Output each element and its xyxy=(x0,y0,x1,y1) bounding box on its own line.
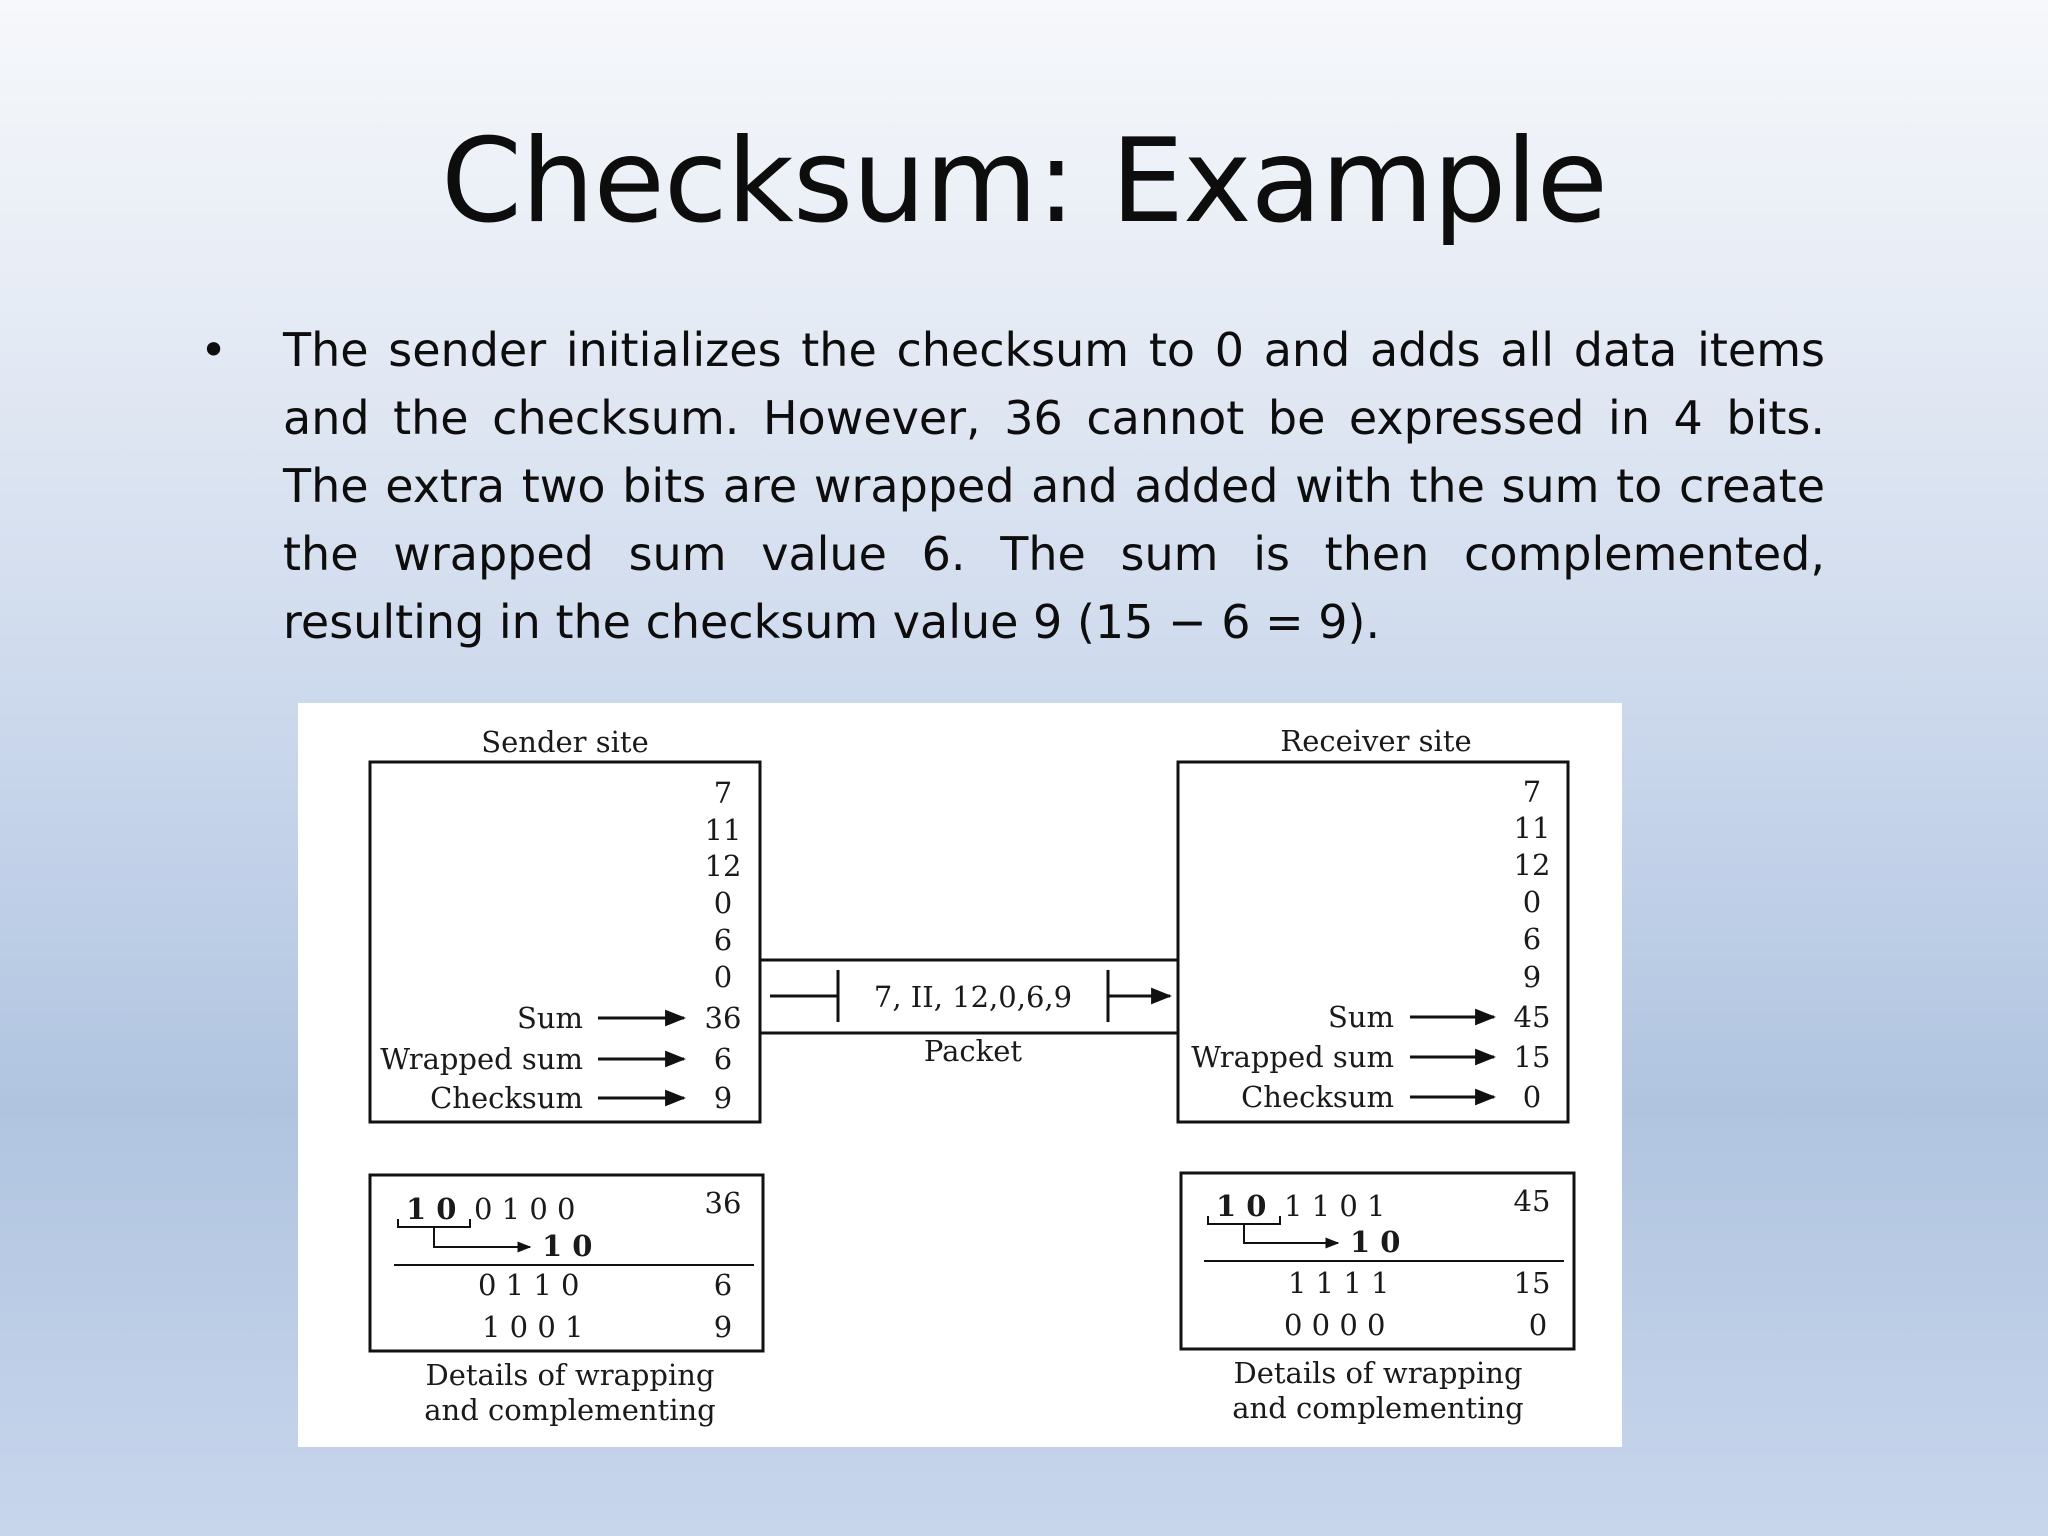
receiver-details-overflow-bits: 1 0 xyxy=(1216,1189,1267,1223)
sender-item: 0 xyxy=(713,886,733,920)
sender-details-row2-bits: 0 1 1 0 xyxy=(478,1268,580,1302)
receiver-item: 9 xyxy=(1522,960,1542,994)
receiver-wrapped-value: 15 xyxy=(1513,1040,1551,1074)
receiver-item: 6 xyxy=(1522,922,1542,956)
sender-details-row1-bits: 0 1 0 0 xyxy=(474,1192,576,1226)
checksum-diagram-svg xyxy=(298,703,1622,1447)
receiver-sum-label: Sum xyxy=(1327,1000,1394,1034)
sender-checksum-label: Checksum xyxy=(430,1081,583,1115)
slide-title: Checksum: Example xyxy=(441,114,1607,249)
sender-item: 11 xyxy=(704,813,742,847)
receiver-wrapped-label: Wrapped sum xyxy=(1191,1040,1394,1074)
receiver-checksum-label: Checksum xyxy=(1241,1080,1394,1114)
sender-sum-value: 36 xyxy=(704,1001,742,1035)
sender-wrapped-label: Wrapped sum xyxy=(380,1042,583,1076)
sender-details-carry: 1 0 xyxy=(542,1229,593,1263)
body-paragraph: The sender initializes the checksum to 0 and adds all data items and the checksum. However, 36 cannot be expressed in 4 bits. The extra two bits are wrapped and added with the sum to create the wrapped sum value 6. The sum is then complemented, resulting in the checksum value 9 (15 − 6 = 9). xyxy=(283,323,1825,649)
sender-item: 6 xyxy=(713,923,733,957)
receiver-details-row2-value: 15 xyxy=(1513,1266,1551,1300)
receiver-site-label: Receiver site xyxy=(1280,724,1472,758)
packet-label: Packet xyxy=(923,1034,1023,1068)
receiver-details-caption-line2: and complementing xyxy=(1232,1391,1524,1425)
receiver-checksum-value: 0 xyxy=(1522,1080,1542,1114)
receiver-details-row3-value: 0 xyxy=(1528,1308,1548,1342)
sender-details-row3-bits: 1 0 0 1 xyxy=(482,1310,584,1344)
sender-carry-arrow xyxy=(434,1227,530,1247)
bullet-marker: • xyxy=(200,323,228,377)
sender-site-label: Sender site xyxy=(481,725,649,759)
receiver-carry-arrow xyxy=(1244,1224,1338,1243)
receiver-details-caption-line1: Details of wrapping xyxy=(1233,1356,1523,1390)
sender-details-overflow-bits: 1 0 xyxy=(406,1192,457,1226)
sender-item: 12 xyxy=(704,849,742,883)
receiver-details-row2-bits: 1 1 1 1 xyxy=(1288,1266,1390,1300)
sender-details-row1-value: 36 xyxy=(704,1186,742,1220)
receiver-sum-value: 45 xyxy=(1513,1000,1551,1034)
receiver-details-carry: 1 0 xyxy=(1350,1225,1401,1259)
sender-details-row2-value: 6 xyxy=(713,1268,733,1302)
packet-contents: 7, II, 12,0,6,9 xyxy=(873,980,1073,1014)
sender-item: 0 xyxy=(713,960,733,994)
checksum-diagram xyxy=(298,703,1622,1447)
receiver-details-row1-value: 45 xyxy=(1513,1184,1551,1218)
receiver-details-row3-bits: 0 0 0 0 xyxy=(1284,1308,1386,1342)
sender-details-row3-value: 9 xyxy=(713,1310,733,1344)
sender-checksum-value: 9 xyxy=(713,1081,733,1115)
receiver-item: 7 xyxy=(1522,775,1542,809)
sender-wrapped-value: 6 xyxy=(713,1042,733,1076)
receiver-details-row1-bits: 1 1 0 1 xyxy=(1284,1189,1386,1223)
sender-details-caption-line1: Details of wrapping xyxy=(425,1358,715,1392)
receiver-item: 11 xyxy=(1513,811,1551,845)
receiver-item: 12 xyxy=(1513,848,1551,882)
sender-item: 7 xyxy=(713,776,733,810)
sender-details-caption-line2: and complementing xyxy=(424,1393,716,1427)
receiver-item: 0 xyxy=(1522,885,1542,919)
sender-sum-label: Sum xyxy=(516,1001,583,1035)
